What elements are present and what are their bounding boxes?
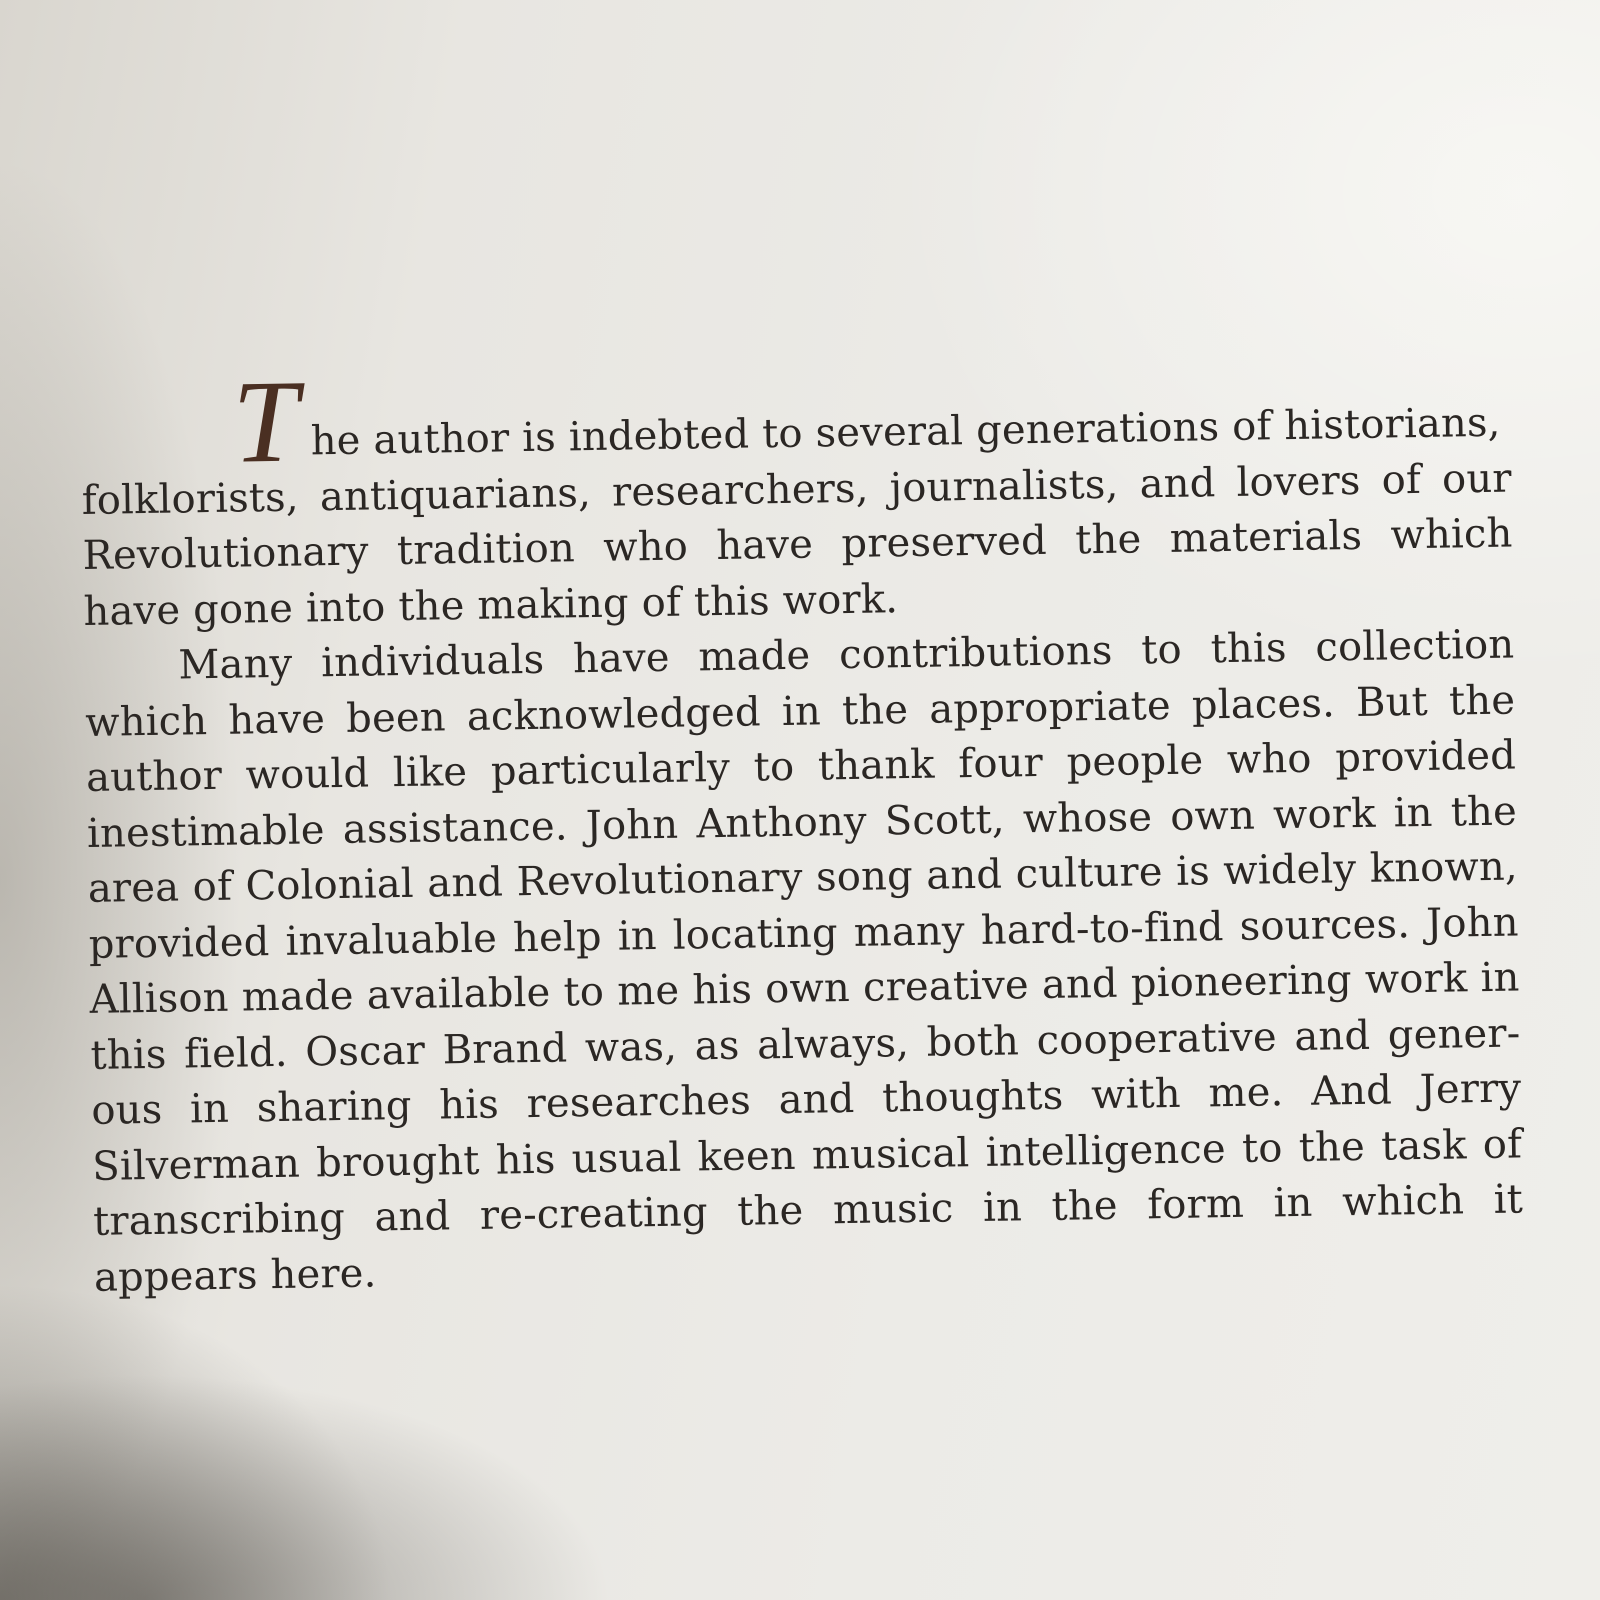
paragraph-2: Many individuals have made contributions to this collection which have been acknowledged in the appropriate places. But the author would like particularly to thank four people who provided inestimable assistance. John Anthony Scott, whose own work in the area of Colonial and Revolutionary song and culture is widely known, provided invaluable help in locating many hard-to-find sources. John Allison made available to me his own creative and pioneering work in this field. Oscar Brand was, as always, both cooperative and gener-ous in sharing his researches and thoughts with me. And Jerry Silverman brought his usual keen musical intelligence to the task of transcribing and re-creating the music in the form in which it appears here. — [84, 621, 1524, 1301]
page-shadow — [0, 1330, 720, 1600]
acknowledgments-text — [80, 355, 1524, 1306]
drop-cap: T — [231, 355, 300, 488]
paragraph-1-rest: folklorists, antiquarians, researchers, journalists, and lovers of our Revolutionary tradition who have preserved the materials which have gone into the making of this work. — [81, 455, 1513, 635]
paragraph-1 — [80, 355, 1514, 640]
first-line — [80, 355, 1511, 488]
paragraph-1-lead: he author is indebted to several generations of historians, — [310, 399, 1501, 465]
